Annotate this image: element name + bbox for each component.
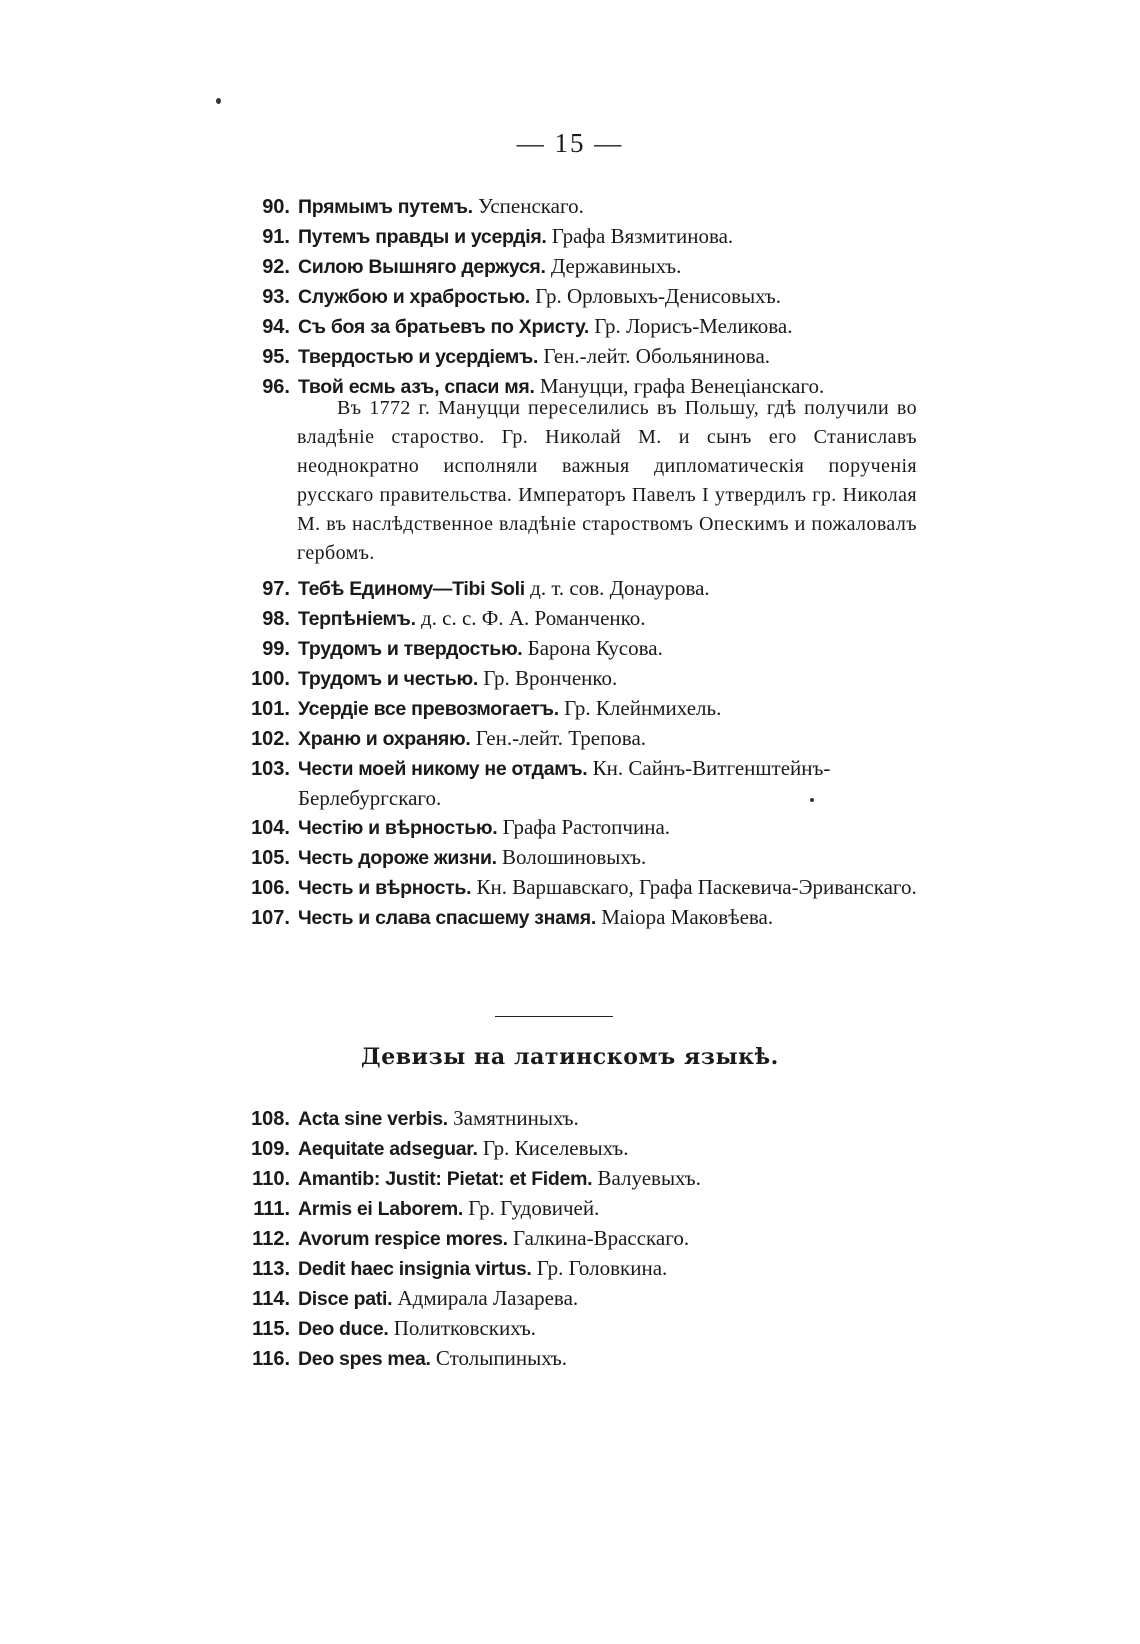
list-item [240,1194,920,1224]
entry-text [298,1104,920,1134]
list-item [240,282,920,312]
entry-motto: Съ боя за братьевъ по Христу. [298,316,589,338]
entry-motto: Disce pati. [298,1288,393,1310]
entry-motto: Честію и вѣрностью. [298,817,498,839]
entry-motto: Трудомъ и честью. [298,668,478,690]
entry-text [298,604,920,634]
entry-motto: Deo spes mea. [298,1348,431,1370]
entry-number: 109. [251,1138,290,1160]
list-item [240,1134,920,1164]
entry-owner: Державиныхъ. [550,254,682,278]
entry-number: 110. [252,1168,290,1190]
entry-text [298,634,920,664]
entry-text [298,312,920,342]
list-item [240,342,920,372]
entry-owner: д. с. с. Ф. А. Романченко. [420,606,646,630]
entry-number: 100. [251,668,290,690]
list-item [240,1284,920,1314]
entry-motto: Твердостью и усердіемъ. [298,346,539,368]
list-item [240,252,920,282]
entry-number: 108. [251,1108,290,1130]
entry-owner: Ген.-лейт. Трепова. [475,726,647,750]
entry-motto: Усердіе все превозмогаетъ. [298,698,559,720]
entry-owner: Кн. Варшавскаго, Графа Паскевича-Эриванскаго. [476,875,917,899]
entry-number: 91. [262,226,290,248]
entry-owner: Успенскаго. [478,194,584,218]
entry-owner: Столыпиныхъ. [435,1346,567,1370]
list-item [240,312,920,342]
entry-motto: Amantib: Justit: Pietat: et Fidem. [298,1168,593,1190]
speck [216,98,221,104]
list-item [240,873,920,903]
entry-text [298,1164,920,1194]
entry-text [298,1224,920,1254]
entry-text [298,1344,920,1374]
entry-number: 103. [251,758,290,780]
entry-motto: Тебѣ Единому—Tibi Soli [298,578,525,600]
entry-motto: Храню и охраняю. [298,728,471,750]
entries-list-latin [240,1104,920,1374]
list-item [240,1104,920,1134]
list-item [240,1314,920,1344]
entry-number: 99. [262,638,290,660]
entry-owner: Политковскихъ. [393,1316,537,1340]
entry-motto: Armis ei Laborem. [298,1198,464,1220]
entry-owner: Гр. Лорисъ-Меликова. [594,314,793,338]
entry-number: 112. [252,1228,290,1250]
entry-owner: Мануцци, графа Венеціанскаго. [539,374,825,398]
entry-text [298,903,920,933]
entry-owner: Замятниныхъ. [453,1106,579,1130]
entry-number: 95. [262,346,290,368]
list-item [240,754,920,813]
entry-text [298,1134,920,1164]
entry-text [298,574,920,604]
entry-motto: Путемъ правды и усердія. [298,226,547,248]
list-item [240,1224,920,1254]
section-title: Девизы на латинскомъ языкѣ. [361,1044,779,1070]
entry-text [298,873,920,903]
entry-motto: Силою Вышняго держуся. [298,256,546,278]
entry-motto: Трудомъ и твердостью. [298,638,523,660]
entry-motto: Acta sine verbis. [298,1108,448,1130]
entry-owner: Валуевыхъ. [597,1166,701,1190]
entry-number: 102. [251,728,290,750]
entry-text [298,282,920,312]
list-item [240,903,920,933]
entry-number: 107. [251,907,290,929]
entry-owner: Графа Растопчина. [502,815,671,839]
entries-list-part1 [240,192,920,402]
entry-motto: Службою и храбростью. [298,286,530,308]
entry-owner: Кн. Сайнъ-Витгенштейнъ-Берлебургскаго. [298,756,831,810]
entry-text [298,1314,920,1344]
entry-text [298,843,920,873]
entry-number: 90. [262,196,290,218]
entry-text [298,192,920,222]
entry-motto: Dedit haec insignia virtus. [298,1258,532,1280]
entry-text [298,813,920,843]
entry-owner: Волошиновыхъ. [502,845,647,869]
entry-motto: Чести моей никому не отдамъ. [298,758,588,780]
entry-motto: Честь и слава спасшему знамя. [298,907,596,929]
entry-owner: Гр. Гудовичей. [468,1196,600,1220]
entry-motto: Прямымъ путемъ. [298,196,473,218]
list-item [240,1254,920,1284]
entry-number: 114. [252,1288,290,1310]
entry-owner: Гр. Клейнмихель. [564,696,722,720]
entry-text [298,342,920,372]
entry-owner: Галкина-Врасскаго. [512,1226,690,1250]
entry-number: 113. [252,1258,290,1280]
entry-number: 106. [251,877,290,899]
entry-motto: Честь и вѣрность. [298,877,472,899]
entry-owner: Ген.-лейт. Обольянинова. [543,344,771,368]
list-item [240,664,920,694]
entry-owner: Гр. Вронченко. [483,666,618,690]
section-divider [495,1016,613,1017]
entry-number: 104. [251,817,290,839]
entry-owner: Графа Вязмитинова. [551,224,734,248]
entry-96-note: Въ 1772 г. Мануцци переселились въ Польшу, гдѣ получили во владѣніе староство. Гр. Николай М. и сынъ его Станиславъ неоднократно исполняли важныя дипломатическія порученія русскаго правительства. Императоръ Павелъ I утвердилъ гр. Николая М. въ наслѣдственное владѣніе староствомъ Опескимъ и пожаловалъ гербомъ. [297,397,917,564]
list-item [240,843,920,873]
list-item [240,192,920,222]
entry-owner: Маіора Маковѣева. [601,905,774,929]
list-item [240,574,920,604]
entries-list-part2 [240,574,920,933]
entry-text [298,222,920,252]
entry-number: 115. [252,1318,290,1340]
entry-number: 116. [252,1348,290,1370]
entry-number: 92. [262,256,290,278]
list-item [240,1164,920,1194]
entry-text [298,694,920,724]
entry-owner: Гр. Киселевыхъ. [482,1136,629,1160]
entry-text [298,754,920,813]
list-item [240,1344,920,1374]
entry-owner: Адмирала Лазарева. [397,1286,579,1310]
entry-text [298,1284,920,1314]
entry-motto: Твой есмь азъ, спаси мя. [298,376,535,398]
list-item [240,694,920,724]
list-item [240,604,920,634]
entry-text [298,1254,920,1284]
entry-motto: Честь дороже жизни. [298,847,497,869]
entry-owner: Гр. Головкина. [536,1256,668,1280]
entry-text [298,664,920,694]
entry-motto: Терпѣніемъ. [298,608,416,630]
entry-owner: д. т. сов. Донаурова. [530,576,710,600]
entry-text [298,1194,920,1224]
page-number: — 15 — [516,128,624,158]
entry-motto: Aequitate adseguar. [298,1138,478,1160]
entry-motto: Avorum respice mores. [298,1228,508,1250]
entry-text [298,724,920,754]
entry-owner: Барона Кусова. [527,636,663,660]
list-item [240,222,920,252]
entry-number: 98. [262,608,290,630]
entry-number: 97. [262,578,290,600]
entry-number: 93. [262,286,290,308]
entry-motto: Deo duce. [298,1318,389,1340]
entry-number: 94. [262,316,290,338]
entry-number: 96. [262,376,290,398]
entry-text [298,252,920,282]
entry-owner: Гр. Орловыхъ-Денисовыхъ. [535,284,781,308]
list-item [240,634,920,664]
entry-number: 111. [253,1198,290,1220]
entry-number: 101. [251,698,290,720]
list-item [240,724,920,754]
entry-number: 105. [251,847,290,869]
list-item [240,813,920,843]
